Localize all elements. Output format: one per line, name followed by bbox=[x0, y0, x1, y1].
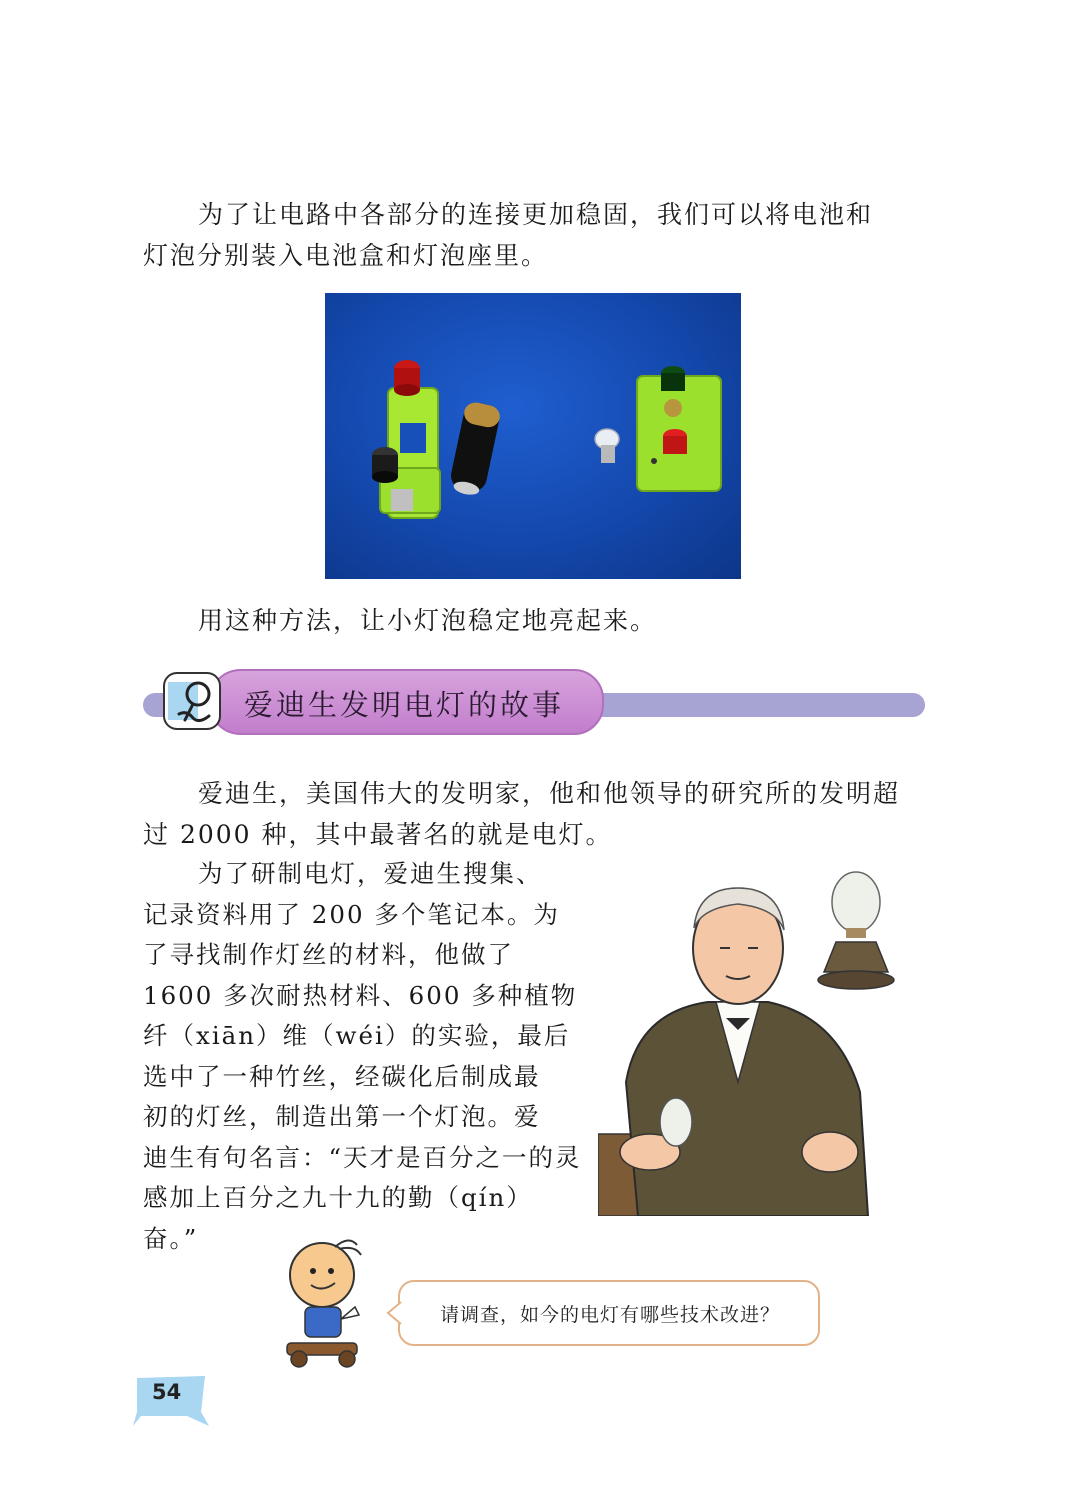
section-title: 爱迪生发明电灯的故事 bbox=[244, 688, 565, 722]
magnifier-hand-icon bbox=[163, 672, 221, 730]
speech-bubble-tail bbox=[386, 1300, 402, 1326]
cartoon-boy-mascot bbox=[277, 1235, 367, 1370]
instruction-line: 用这种方法，让小灯泡稳定地亮起来。 bbox=[198, 606, 658, 635]
story-paragraph-2 bbox=[143, 854, 583, 1259]
intro-paragraph bbox=[143, 194, 925, 276]
small-bulb bbox=[595, 429, 619, 463]
story-line: 为了研制电灯，爱迪生搜集、 bbox=[198, 859, 543, 888]
story-line: 迪生有句名言：“天才是百分之一的灵 bbox=[143, 1142, 582, 1172]
story-line: 记录资料用了 200 多个笔记本。为 bbox=[143, 899, 560, 929]
page-number: 54 bbox=[152, 1380, 182, 1404]
intro-line-1: 为了让电路中各部分的连接更加稳固，我们可以将电池和 bbox=[198, 200, 874, 229]
edison-illustration bbox=[598, 852, 903, 1216]
story-paragraph-1 bbox=[143, 773, 925, 855]
story-line: 纤（xiān）维（wéi）的实验，最后 bbox=[143, 1021, 571, 1050]
lightbulb-lamp-illustration bbox=[818, 872, 894, 989]
story-line: 了寻找制作灯丝的材料，他做了 bbox=[143, 940, 514, 969]
story-line: 1600 多次耐热材料、600 多种植物 bbox=[143, 980, 578, 1010]
story-p1-line-2: 过 2000 种，其中最著名的就是电灯。 bbox=[143, 820, 613, 849]
speech-bubble-text: 请调查，如今的电灯有哪些技术改进？ bbox=[440, 1304, 781, 1326]
bulb-holder bbox=[637, 366, 721, 491]
story-line: 感加上百分之九十九的勤（qín）奋。” bbox=[143, 1183, 533, 1253]
story-p1-line-1: 爱迪生，美国伟大的发明家，他和他领导的研究所的发明超 bbox=[198, 779, 901, 808]
story-line: 初的灯丝，制造出第一个灯泡。爱 bbox=[143, 1102, 541, 1131]
battery-holder bbox=[372, 360, 440, 518]
story-line: 选中了一种竹丝，经碳化后制成最 bbox=[143, 1061, 541, 1091]
intro-line-2: 灯泡分别装入电池盒和灯泡座里。 bbox=[143, 241, 549, 270]
circuit-components-photo bbox=[325, 293, 741, 579]
battery bbox=[448, 400, 502, 497]
